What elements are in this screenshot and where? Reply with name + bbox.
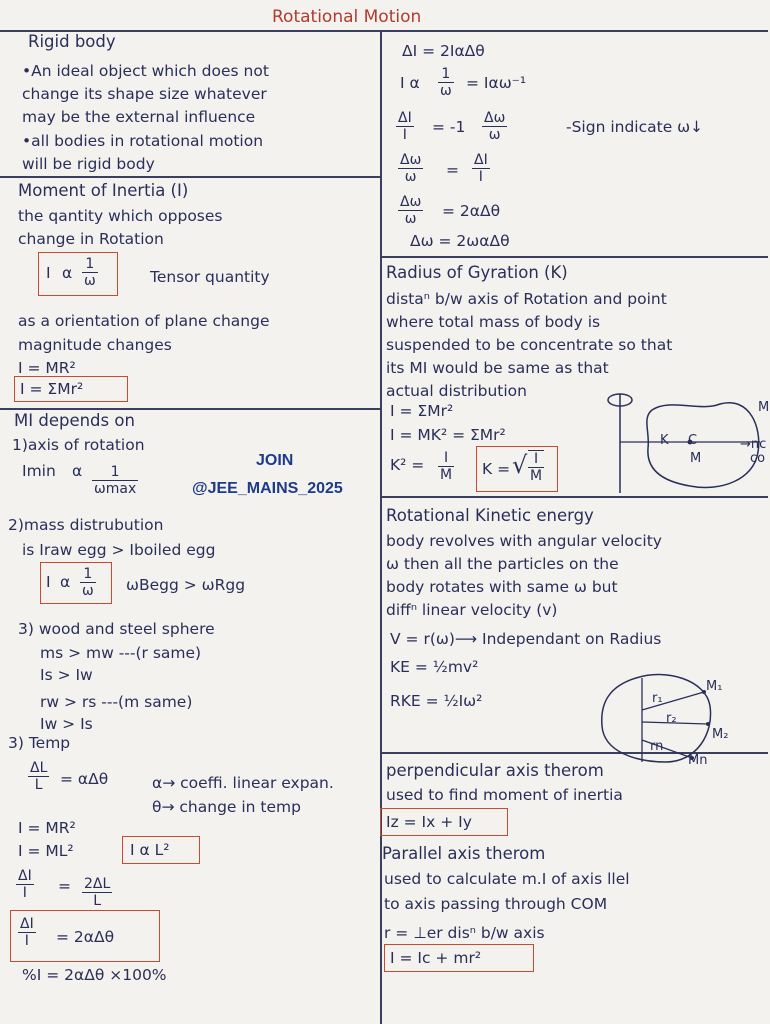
rke-fig-mn: Mn	[688, 753, 708, 768]
depends-egg: is Iraw egg > Iboiled egg	[22, 541, 216, 559]
gyration-line-4: its MI would be same as that	[386, 359, 609, 377]
rt-sign-note: -Sign indicate ω↓	[566, 118, 704, 136]
rke-velocity: V = r(ω)⟶ Independant on Radius	[390, 630, 662, 648]
rt-line-4-fraction-2	[472, 152, 490, 185]
rt-line-3-mid: = -1	[432, 118, 466, 136]
parallel-formula: I = Ic + mr²	[390, 949, 482, 967]
depends-egg-box	[40, 562, 112, 604]
depends-point-4: 3) Temp	[8, 734, 71, 752]
rke-fig-m2: M₂	[712, 727, 729, 742]
join-label: JOIN	[256, 452, 294, 469]
rt-line-3-num-2: Δω	[484, 110, 506, 126]
depends-box-alpha: α	[60, 573, 71, 591]
rt-line-5-den: ω	[404, 211, 417, 227]
depends-box-num: 1	[80, 566, 96, 583]
depends-point-1: 1)axis of rotation	[12, 436, 145, 454]
rigid-line-4: •all bodies in rotational motion	[22, 132, 264, 150]
parallel-heading: Parallel axis therom	[382, 844, 546, 863]
gyration-k2-den: M	[440, 467, 453, 483]
gyration-fig-m: M	[758, 400, 770, 415]
rke-line-3: body rotates with same ω but	[386, 578, 618, 596]
rt-line-4-den: ω	[404, 169, 417, 185]
moi-eq-1: I = MR²	[18, 359, 76, 377]
depends-imin-num: 1	[92, 464, 138, 481]
rt-line-2-lhs: I α	[400, 74, 420, 92]
depends-percent: %I = 2αΔθ ×100%	[22, 966, 167, 984]
depends-i-mr: I = MR²	[18, 819, 76, 837]
gyration-k-box-num: I	[528, 451, 544, 468]
gyration-fig-cut-2: co	[750, 451, 766, 466]
depends-box-den: ω	[82, 583, 94, 599]
rt-line-4-fraction	[398, 152, 423, 185]
rke-line-2: ω then all the particles on the	[386, 555, 619, 573]
rt-line-1: ΔI = 2IαΔθ	[402, 42, 485, 60]
moi-box-fraction	[82, 256, 98, 289]
moi-box-den: ω	[84, 273, 96, 289]
depends-box-i: I	[46, 573, 51, 591]
depends-dl-num: ΔL	[30, 760, 48, 776]
parallel-line-2: to axis passing through COM	[384, 895, 608, 913]
depends-theta-note: θ→ change in temp	[152, 798, 301, 816]
depends-imin-alpha: α	[72, 462, 83, 480]
rt-line-4-den-2: I	[478, 169, 483, 185]
depends-ms-mw: ms > mw ---(r same)	[40, 644, 202, 662]
moi-eq-2: I = ΣMr²	[20, 380, 84, 398]
rigid-line-3: may be the external influence	[22, 108, 256, 126]
divider-rigid-moi	[0, 176, 380, 178]
rke-rke: RKE = ½Iω²	[390, 692, 483, 710]
gyration-k-box-lhs: K =	[482, 460, 511, 478]
gyration-line-2: where total mass of body is	[386, 313, 601, 331]
depends-box-di-rhs: = 2αΔθ	[56, 928, 115, 946]
depends-di-num: ΔI	[18, 868, 32, 884]
rigid-line-2: change its shape size whatever	[22, 85, 267, 103]
rt-line-2-num: 1	[438, 66, 454, 83]
moi-line-1: the qantity which opposes	[18, 207, 223, 225]
depends-di-den: I	[22, 885, 27, 901]
depends-dl-rhs: = αΔθ	[60, 770, 109, 788]
depends-heading: MI depends on	[14, 411, 135, 430]
depends-il-text: I α L²	[130, 841, 170, 859]
divider-moi-depends	[0, 408, 380, 410]
gyration-eq-2: I = MK² = ΣMr²	[390, 426, 506, 444]
gyration-fig-k: K	[660, 433, 669, 448]
gyration-line-5: actual distribution	[386, 382, 527, 400]
gyration-eq-1: I = ΣMr²	[390, 402, 454, 420]
gyration-k2-fraction	[438, 450, 454, 483]
rke-fig-rn: rn	[650, 739, 664, 754]
depends-omega-egg: ωBegg > ωRgg	[126, 576, 246, 594]
rt-line-4-eq: =	[446, 161, 459, 179]
rt-line-6: Δω = 2ωαΔθ	[410, 232, 510, 250]
gyration-k-box-den: M	[530, 468, 543, 484]
rt-line-5-rhs: = 2αΔθ	[442, 202, 501, 220]
rt-line-2-den: ω	[440, 83, 452, 99]
rke-fig-r2: r₂	[666, 711, 677, 726]
rke-heading: Rotational Kinetic energy	[386, 506, 594, 525]
rke-ke: KE = ½mv²	[390, 658, 479, 676]
depends-box-di-den: I	[24, 933, 29, 949]
perp-line-1: used to find moment of inertia	[386, 786, 623, 804]
depends-imin-den: ωmax	[94, 481, 137, 497]
moi-box-num: 1	[82, 256, 98, 273]
depends-is-iw: Is > Iw	[40, 666, 93, 684]
moi-tensor: Tensor quantity	[150, 268, 270, 286]
parallel-line-3: r = ⊥er disⁿ b/w axis	[384, 924, 545, 942]
rke-line-4: diffⁿ linear velocity (v)	[386, 601, 558, 619]
perp-formula: Iz = Ix + Iy	[386, 813, 472, 831]
depends-alpha-note: α→ coeffi. linear expan.	[152, 774, 334, 792]
rt-line-3-fraction	[396, 110, 414, 143]
rke-fig-r1: r₁	[652, 691, 663, 706]
depends-2dl-den: L	[93, 893, 102, 909]
moi-line-2: change in Rotation	[18, 230, 164, 248]
depends-di-fraction	[16, 868, 34, 901]
rt-line-4-num: Δω	[400, 152, 422, 168]
depends-dl-fraction	[28, 760, 49, 793]
moi-heading: Moment of Inertia (I)	[18, 181, 189, 200]
depends-point-3: 3) wood and steel sphere	[18, 620, 215, 638]
gyration-k2-num: I	[438, 450, 454, 467]
gyration-k2: K² =	[390, 456, 425, 474]
rt-line-2-fraction	[438, 66, 454, 99]
rigid-heading: Rigid body	[28, 32, 116, 51]
perp-heading: perpendicular axis therom	[386, 761, 604, 780]
depends-eq-mid: =	[58, 877, 71, 895]
rt-line-3-den-2: ω	[488, 127, 501, 143]
depends-box-di-fraction	[18, 916, 36, 949]
divider-right-gyration	[381, 256, 768, 258]
gyration-fig-m2: M	[690, 451, 702, 466]
depends-imin: Imin	[22, 462, 56, 480]
gyration-line-1: distaⁿ b/w axis of Rotation and point	[386, 290, 667, 308]
depends-dl-den: L	[34, 777, 43, 793]
gyration-line-3: suspended to be concentrate so that	[386, 336, 673, 354]
rt-line-3-den: I	[402, 127, 407, 143]
rt-line-3-fraction-2	[482, 110, 507, 143]
rigid-line-1: •An ideal object which does not	[22, 62, 269, 80]
depends-2dl-num: 2ΔL	[84, 876, 111, 892]
gyration-heading: Radius of Gyration (K)	[386, 263, 568, 282]
gyration-k-box-fraction	[528, 450, 544, 484]
rke-fig-m1: M₁	[706, 679, 723, 694]
parallel-line-1: used to calculate m.I of axis llel	[384, 870, 630, 888]
moi-box-alpha: α	[62, 264, 73, 282]
moi-line-3: as a orientation of plane change	[18, 312, 270, 330]
depends-box-di-num: ΔI	[20, 916, 34, 932]
depends-rw-rs: rw > rs ---(m same)	[40, 693, 193, 711]
depends-imin-fraction	[92, 464, 138, 497]
page-title: Rotational Motion	[272, 7, 422, 27]
rt-line-5-num: Δω	[400, 194, 422, 210]
rt-line-2-rhs: = Iαω⁻¹	[466, 74, 527, 92]
center-divider	[380, 30, 382, 1024]
channel-handle: @JEE_MAINS_2025	[192, 480, 343, 497]
gyration-fig-c: C	[688, 433, 698, 448]
depends-iw-is: Iw > Is	[40, 715, 93, 733]
rt-line-4-num-2: ΔI	[474, 152, 488, 168]
moi-box-i: I	[46, 264, 51, 282]
rke-line-1: body revolves with angular velocity	[386, 532, 662, 550]
rt-line-3-num: ΔI	[398, 110, 412, 126]
moi-line-4: magnitude changes	[18, 336, 172, 354]
depends-box-fraction	[80, 566, 96, 599]
rt-line-5-fraction	[398, 194, 423, 227]
gyration-fig-cut-1: →nc	[740, 437, 767, 452]
depends-2dl-fraction	[82, 876, 112, 909]
sqrt-symbol: √	[512, 451, 528, 479]
rigid-line-5: will be rigid body	[22, 155, 155, 173]
depends-i-ml: I = ML²	[18, 842, 74, 860]
depends-point-2: 2)mass distrubution	[8, 516, 164, 534]
